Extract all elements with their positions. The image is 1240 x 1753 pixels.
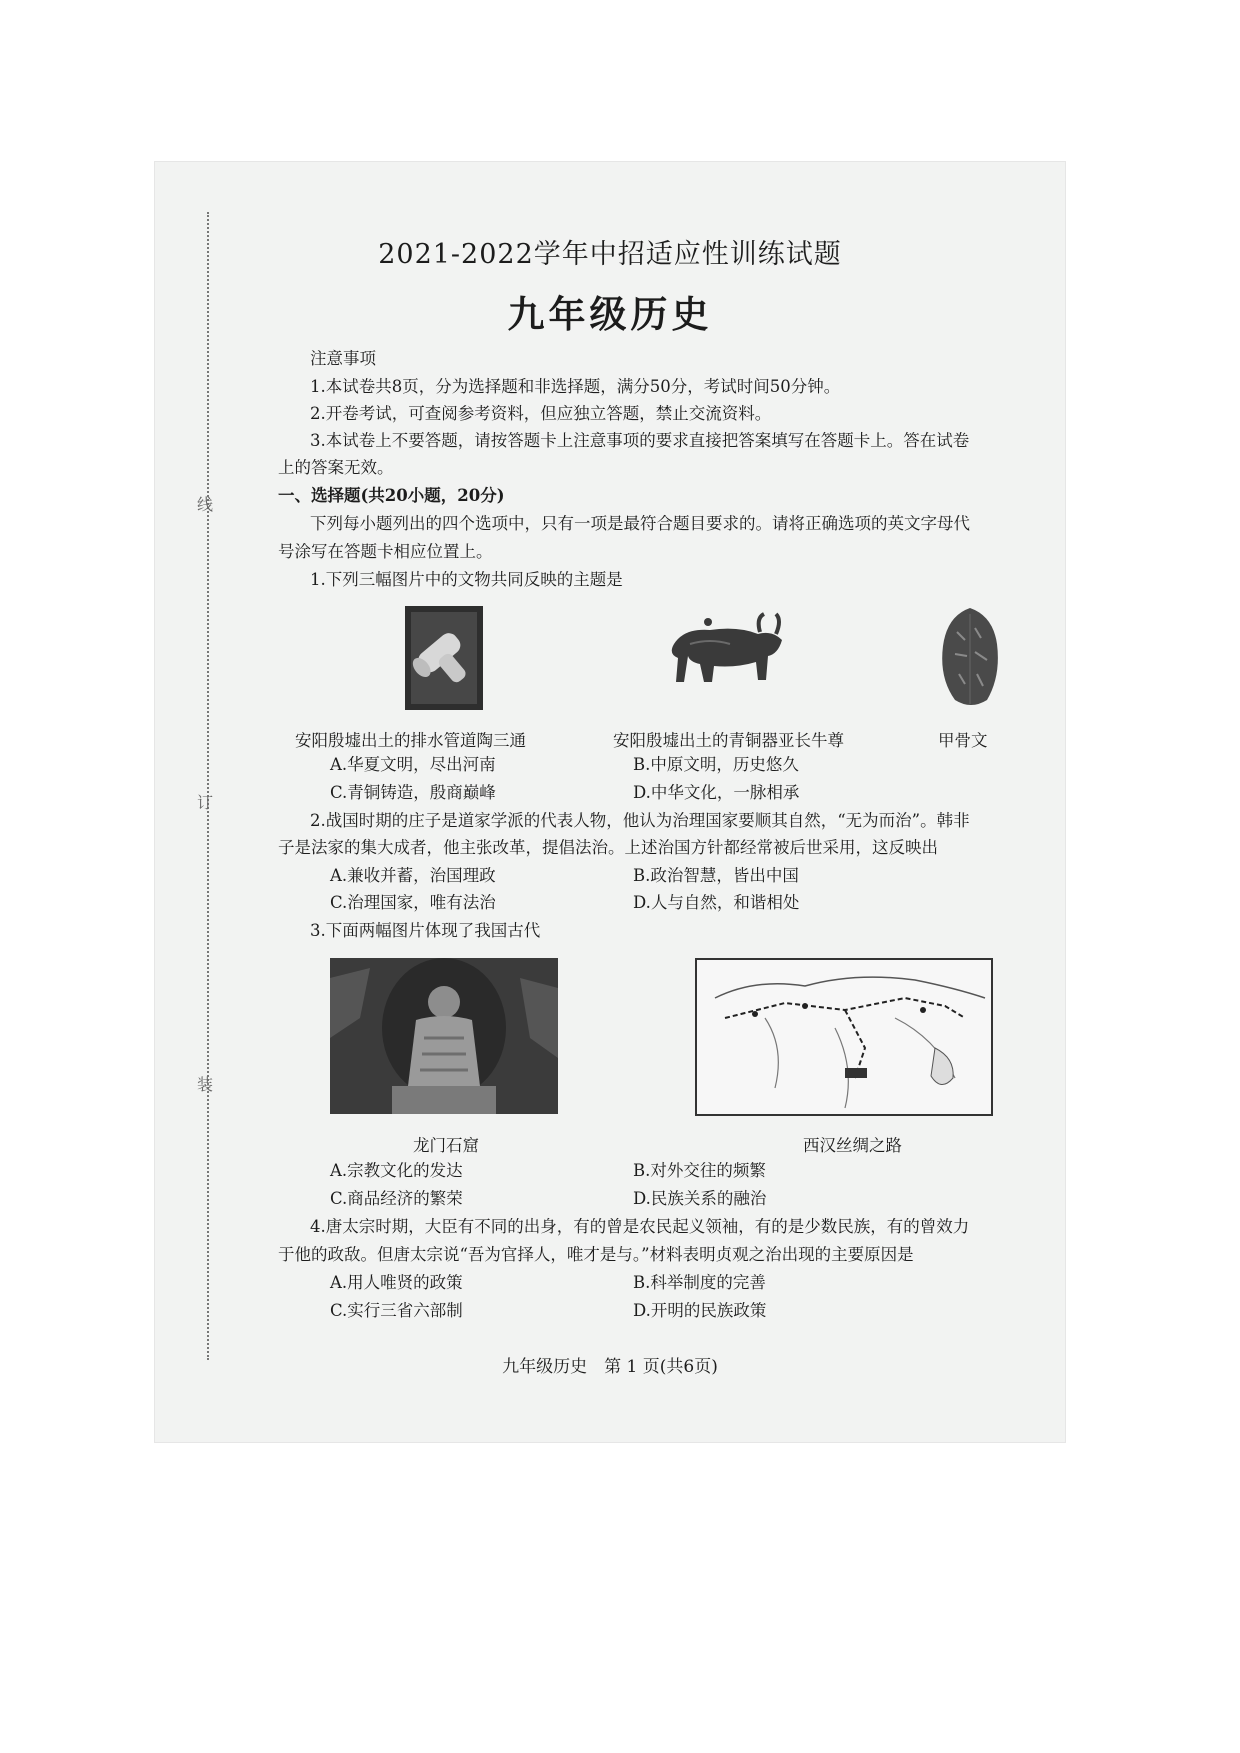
option-a: A.兼收并蓄，治国理政 <box>330 866 496 885</box>
image-caption: 安阳殷墟出土的排水管道陶三通 <box>295 731 526 750</box>
exam-page <box>155 162 1065 1442</box>
oracle-bone-image <box>935 604 1005 712</box>
longmen-grottoes-image <box>330 958 558 1114</box>
note-item: 1.本试卷共8页，分为选择题和非选择题，满分50分，考试时间50分钟。 <box>310 377 841 396</box>
option-a: A.用人唯贤的政策 <box>330 1273 463 1292</box>
silk-road-map-image <box>695 958 993 1116</box>
option-d: D.中华文化，一脉相承 <box>633 783 800 802</box>
image-caption: 安阳殷墟出土的青铜器亚长牛尊 <box>613 731 844 750</box>
note-item: 2.开卷考试，可查阅参考资料，但应独立答题，禁止交流资料。 <box>310 404 772 423</box>
binding-mark: 线 <box>197 495 214 514</box>
option-b: B.科举制度的完善 <box>633 1273 766 1292</box>
page-footer: 九年级历史 第 1 页(共6页) <box>502 1357 718 1377</box>
binding-mark: 装 <box>197 1075 214 1094</box>
question-stem: 2.战国时期的庄子是道家学派的代表人物，他认为治理国家要顺其自然，“无为而治”。韩非 <box>310 811 970 830</box>
option-c: C.实行三省六部制 <box>330 1301 463 1320</box>
exam-title: 2021-2022学年中招适应性训练试题 <box>378 239 842 270</box>
section-instructions: 号涂写在答题卡相应位置上。 <box>278 542 493 561</box>
option-b: B.对外交往的频繁 <box>633 1161 766 1180</box>
section-heading: 一、选择题(共20小题，20分) <box>278 486 505 505</box>
question-stem: 于他的政敌。但唐太宗说“吾为官择人，唯才是与。”材料表明贞观之治出现的主要原因是 <box>278 1245 914 1264</box>
option-d: D.人与自然，和谐相处 <box>633 893 800 912</box>
binding-mark: 订 <box>197 793 214 812</box>
image-caption: 西汉丝绸之路 <box>803 1136 902 1155</box>
option-c: C.青铜铸造，殷商巅峰 <box>330 783 496 802</box>
bronze-ox-zun-image <box>660 610 785 706</box>
option-b: B.中原文明，历史悠久 <box>633 755 799 774</box>
section-instructions: 下列每小题列出的四个选项中，只有一项是最符合题目要求的。请将正确选项的英文字母代 <box>310 514 970 533</box>
image-caption: 龙门石窟 <box>413 1136 479 1155</box>
drainage-pipe-image <box>405 606 483 710</box>
option-b: B.政治智慧，皆出中国 <box>633 866 799 885</box>
option-c: C.商品经济的繁荣 <box>330 1189 463 1208</box>
question-stem: 4.唐太宗时期，大臣有不同的出身，有的曾是农民起义领袖，有的是少数民族，有的曾效力 <box>310 1217 970 1236</box>
option-a: A.宗教文化的发达 <box>330 1161 463 1180</box>
question-stem: 3.下面两幅图片体现了我国古代 <box>310 921 541 940</box>
image-caption: 甲骨文 <box>938 731 988 750</box>
question-stem: 子是法家的集大成者，他主张改革，提倡法治。上述治国方针都经常被后世采用，这反映出 <box>278 838 938 857</box>
option-a: A.华夏文明，尽出河南 <box>330 755 496 774</box>
note-item: 3.本试卷上不要答题，请按答题卡上注意事项的要求直接把答案填写在答题卡上。答在试卷 <box>310 431 970 450</box>
option-d: D.开明的民族政策 <box>633 1301 767 1320</box>
question-stem: 1.下列三幅图片中的文物共同反映的主题是 <box>310 570 623 589</box>
exam-subject: 九年级历史 <box>507 292 713 336</box>
option-d: D.民族关系的融治 <box>633 1189 767 1208</box>
option-c: C.治理国家，唯有法治 <box>330 893 496 912</box>
notes-heading: 注意事项 <box>310 349 376 368</box>
binding-dotted-line <box>207 212 209 1360</box>
note-item: 上的答案无效。 <box>278 458 394 477</box>
